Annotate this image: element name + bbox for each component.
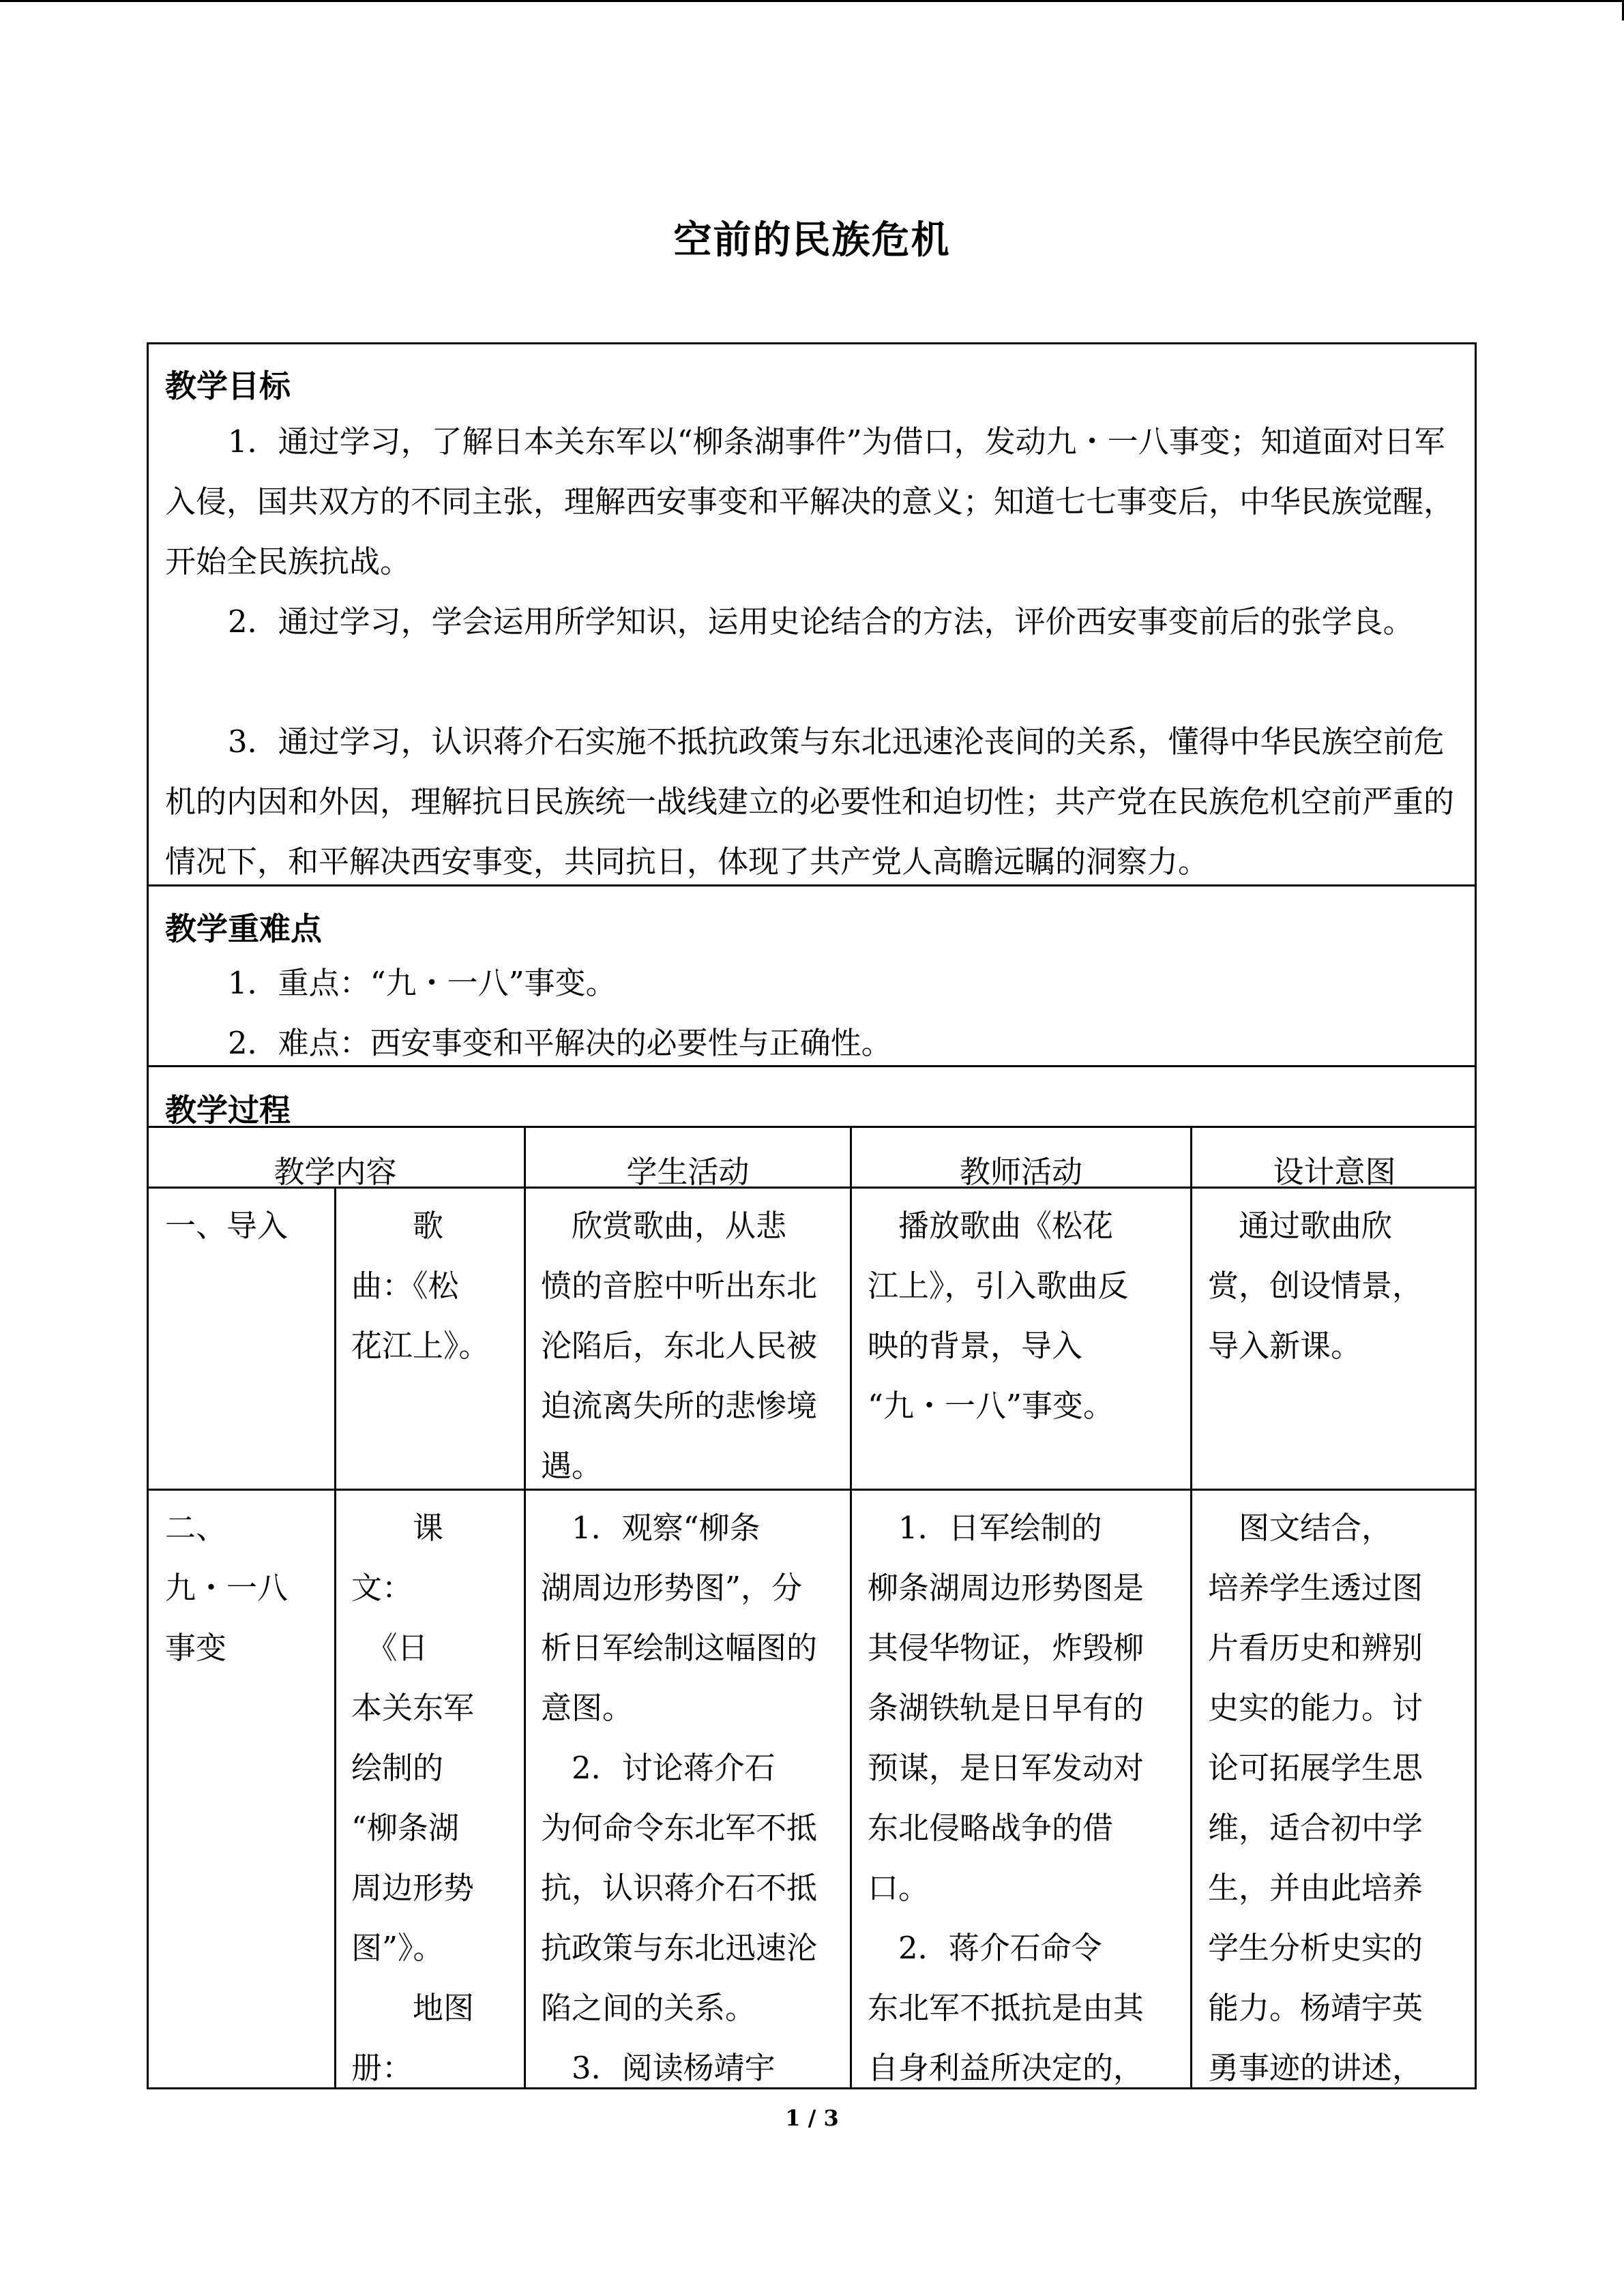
page-number: 1 / 3: [785, 2105, 839, 2131]
column-header: 教学内容: [274, 1154, 397, 1190]
objectives-heading: 教学目标: [165, 368, 291, 404]
process-heading: 教学过程: [165, 1092, 291, 1129]
keypoint-item: 2．难点：西安事变和平解决的必要性与正确性。: [228, 1025, 892, 1061]
row1-intent: 通过歌曲欣 赏，创设情景， 导入新课。: [1208, 1208, 1423, 1364]
row2-section: 二、 九・一八 事变: [165, 1510, 289, 1666]
objective-item: 1．通过学习，了解日本关东军以“柳条湖事件”为借口，发动九・一八事变；知道面对日军入侵，国共双方的不同主张，理解西安事变和平解决的意义；知道七七事变后，中华民族觉醒，开始全民族抗战。: [165, 423, 1455, 580]
top-border-line: [0, 0, 1624, 2]
objective-item: 2．通过学习，学会运用所学知识，运用史论结合的方法，评价西安事变前后的张学良。: [228, 603, 1414, 640]
divider-process-head: [147, 1126, 1477, 1128]
col-divider-sub: [334, 1187, 336, 2089]
row1-section: 一、导入: [165, 1208, 289, 1244]
objective-item: 3．通过学习，认识蒋介石实施不抵抗政策与东北迅速沦丧间的关系，懂得中华民族空前危机的内因和外因，理解抗日民族统一战线建立的必要性和迫切性；共产党在民族危机空前严重的情况下，和平解决西安事变，共同抗日，体现了共产党人高瞻远瞩的洞察力。: [165, 724, 1455, 880]
column-header: 设计意图: [1273, 1154, 1396, 1190]
row2-teacher: 1．日军绘制的 柳条湖周边形势图是 其侵华物证，炸毁柳 条湖铁轨是日早有的 预谋，是日军发动对 东北侵略战争的借 口。 2．蒋介石命令 东北军不抵抗是由其 自身利益所决定的，: [868, 1510, 1145, 2086]
column-header: 教师活动: [959, 1154, 1082, 1190]
col-divider-1: [524, 1126, 526, 2089]
row2-material: 课 文： 《日 本关东军 绘制的 “柳条湖 周边形势 图”》。 地图 册：: [351, 1510, 475, 2086]
keypoint-item: 1．重点：“九・一八”事变。: [228, 965, 617, 1001]
col-divider-2: [850, 1126, 852, 2089]
row1-student: 欣赏歌曲，从悲 愤的音腔中听出东北 沦陷后，东北人民被 迫流离失所的悲惨境 遇。: [541, 1208, 818, 1484]
row1-teacher: 播放歌曲《松花 江上》，引入歌曲反 映的背景，导入 “九・一八”事变。: [868, 1208, 1129, 1424]
column-header: 学生活动: [626, 1154, 750, 1190]
page-title: 空前的民族危机: [673, 218, 951, 263]
keypoints-heading: 教学重难点: [165, 910, 322, 947]
row2-intent: 图文结合， 培养学生透过图 片看历史和辨别 史实的能力。讨 论可拓展学生思 维，适合初中学 生，并由此培养 学生分析史实的 能力。杨靖宇英 勇事迹的讲述，: [1208, 1510, 1423, 2086]
row1-material: 歌 曲：《松 花江上》。: [351, 1208, 490, 1364]
row2-student: 1．观察“柳条 湖周边形势图”，分 析日军绘制这幅图的 意图。 2．讨论蒋介石 为何命令东北军不抵 抗，认识蒋介石不抵 抗政策与东北迅速沦 陷之间的关系。 3．阅读杨靖宇: [541, 1510, 818, 2086]
col-divider-3: [1190, 1126, 1192, 2089]
